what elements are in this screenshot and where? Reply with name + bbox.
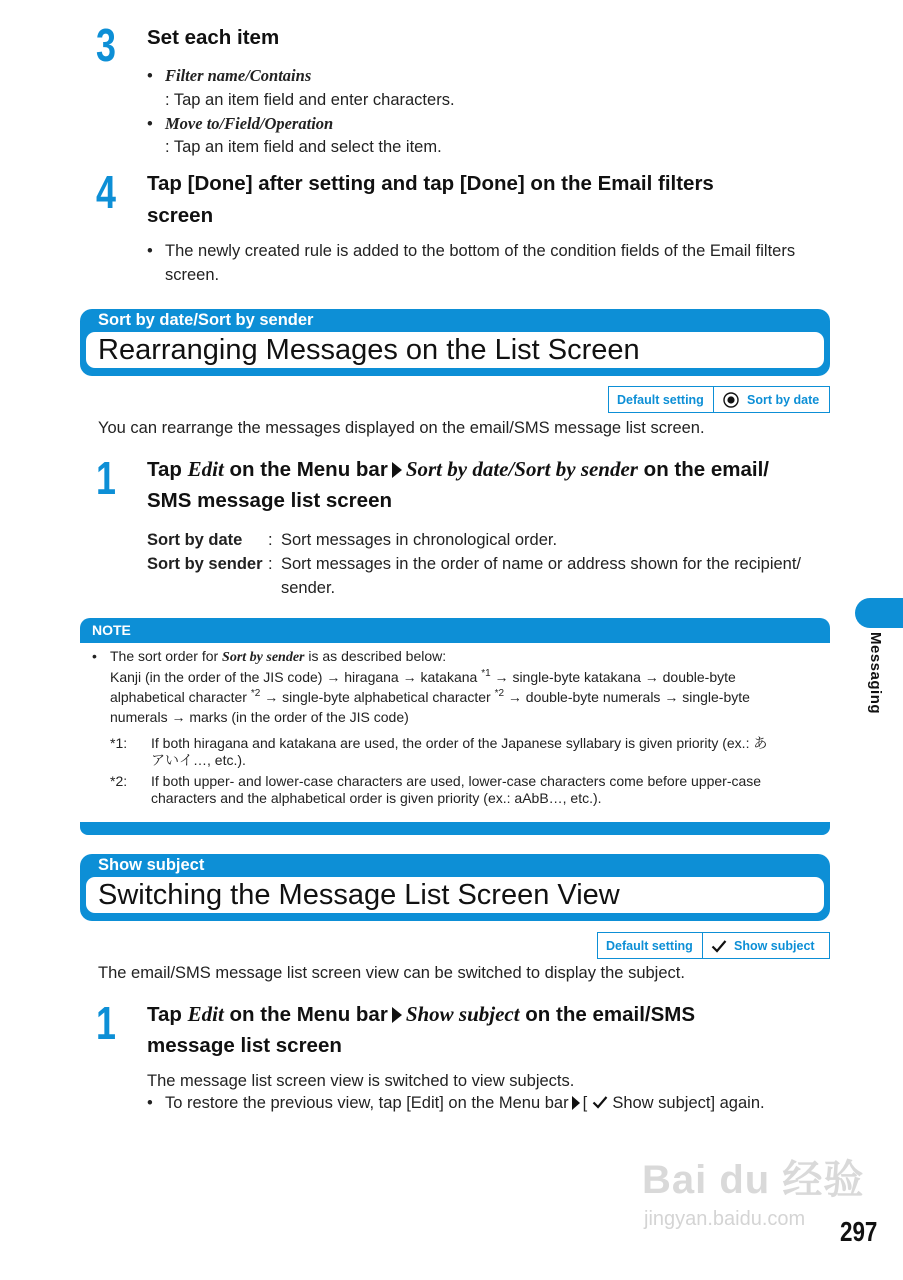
page-number: 297 (840, 1216, 878, 1247)
section-header-show-subject (80, 854, 830, 921)
note-header (80, 618, 830, 643)
step-4-title-line-1: Tap [Done] after setting and tap [Done] on the Email filters (147, 172, 714, 195)
section-tag: Show subject (98, 856, 205, 874)
section-tag: Sort by date/Sort by sender (98, 311, 314, 329)
side-tab-label: Messaging (867, 632, 884, 715)
section-title: Rearranging Messages on the List Screen (98, 334, 640, 366)
note-line-3: alphabetical character $^{*2}$ → single-byte alphabetical character $^{*2}$ → double-byte numerals → single-byte (110, 688, 750, 705)
section-title-box (86, 877, 824, 913)
sort-step-1-title-line-1: Tap Edit on the Menu bar Sort by date/Sort by sender on the email/ (147, 457, 769, 481)
def-desc-sort-by-sender-cont: sender. (281, 579, 336, 597)
subject-result: The message list screen view is switched to view subjects. (147, 1072, 575, 1090)
step-3-title: Set each item (147, 26, 280, 49)
sort-step-1-number: 1 (96, 452, 116, 504)
step-3-item-1-label: • Filter name/Contains (165, 64, 311, 88)
def-sep: : (268, 531, 273, 549)
def-desc-sort-by-date: Sort messages in chronological order. (281, 531, 558, 549)
default-setting-label: Default setting (617, 392, 704, 407)
def-desc-sort-by-sender: Sort messages in the order of name or address shown for the recipient/ (281, 555, 802, 573)
subject-step-1-title-line-2: message list screen (147, 1034, 342, 1057)
step-3-item-2-label: • Move to/Field/Operation (165, 112, 333, 136)
def-term-sort-by-date: Sort by date (147, 531, 243, 549)
step-4-bullet-line-2: screen. (165, 266, 220, 284)
footnote-1-mark: *1: (110, 735, 128, 751)
default-setting-box (597, 932, 830, 959)
section-header-sort (80, 309, 830, 376)
subject-intro: The email/SMS message list screen view can be switched to display the subject. (98, 964, 685, 982)
checkmark-icon (592, 1095, 608, 1109)
note-line-4: numerals → marks (in the order of the JIS code) (110, 709, 409, 725)
note-bullet: • (92, 648, 97, 664)
step-3-item-1-desc: : Tap an item field and enter characters. (165, 91, 455, 109)
section-title: Switching the Message List Screen View (98, 879, 620, 911)
default-setting-value-text: Sort by date (747, 392, 820, 407)
section-title-box (86, 332, 824, 368)
def-sep: : (268, 555, 273, 573)
arrow-right-icon (392, 462, 402, 478)
side-tab-marker (855, 598, 903, 628)
footnote-1-line-2: アいイ…, etc.). (151, 752, 246, 768)
subject-restore-bullet: • To restore the previous view, tap [Edit] on the Menu bar [ Show subject] again. (165, 1091, 765, 1115)
step-3-number: 3 (96, 19, 116, 71)
sort-intro: You can rearrange the messages displayed on the email/SMS message list screen. (98, 419, 705, 437)
subject-step-1-title-line-1: Tap Edit on the Menu bar Show subject on the email/SMS (147, 1002, 696, 1026)
step-4-title-line-2: screen (147, 204, 214, 227)
watermark-url: jingyan.baidu.com (644, 1208, 806, 1230)
default-setting-box (608, 386, 830, 413)
sort-step-1-title-line-2: SMS message list screen (147, 489, 392, 512)
radio-selected-icon (722, 391, 740, 409)
note-line-1: The sort order for Sort by sender is as described below: (110, 648, 447, 665)
step-4-bullet-line-1: • The newly created rule is added to the bottom of the condition fields of the Email filters (165, 239, 795, 263)
checkmark-icon (711, 939, 727, 953)
default-setting-value-text: Show subject (734, 938, 815, 953)
note-line-2: Kanji (in the order of the JIS code) → hiragana → katakana $^{*1}$ → single-byte katakana → double-byte (110, 668, 736, 685)
footnote-2-line-1: If both upper- and lower-case characters are used, lower-case characters come before upper-case (151, 773, 762, 789)
watermark-brand: Bai du 经验 (642, 1158, 865, 1202)
default-setting-value (702, 933, 829, 958)
footnote-1-line-1: If both hiragana and katakana are used, the order of the Japanese syllabary is given priority (ex.: あ (151, 735, 768, 751)
step-3-item-2-desc: : Tap an item field and select the item. (165, 138, 442, 156)
footnote-2-mark: *2: (110, 773, 128, 789)
default-setting-label: Default setting (606, 938, 693, 953)
subject-step-1-number: 1 (96, 997, 116, 1049)
default-setting-value (713, 387, 829, 412)
step-4-number: 4 (96, 166, 116, 218)
def-term-sort-by-sender: Sort by sender (147, 555, 263, 573)
footnote-2-line-2: characters and the alphabetical order is given priority (ex.: aAbB…, etc.). (151, 790, 602, 806)
arrow-right-icon (392, 1007, 402, 1023)
note-footer-bar (80, 822, 830, 835)
arrow-right-icon (572, 1096, 580, 1110)
note-heading: NOTE (92, 622, 131, 638)
